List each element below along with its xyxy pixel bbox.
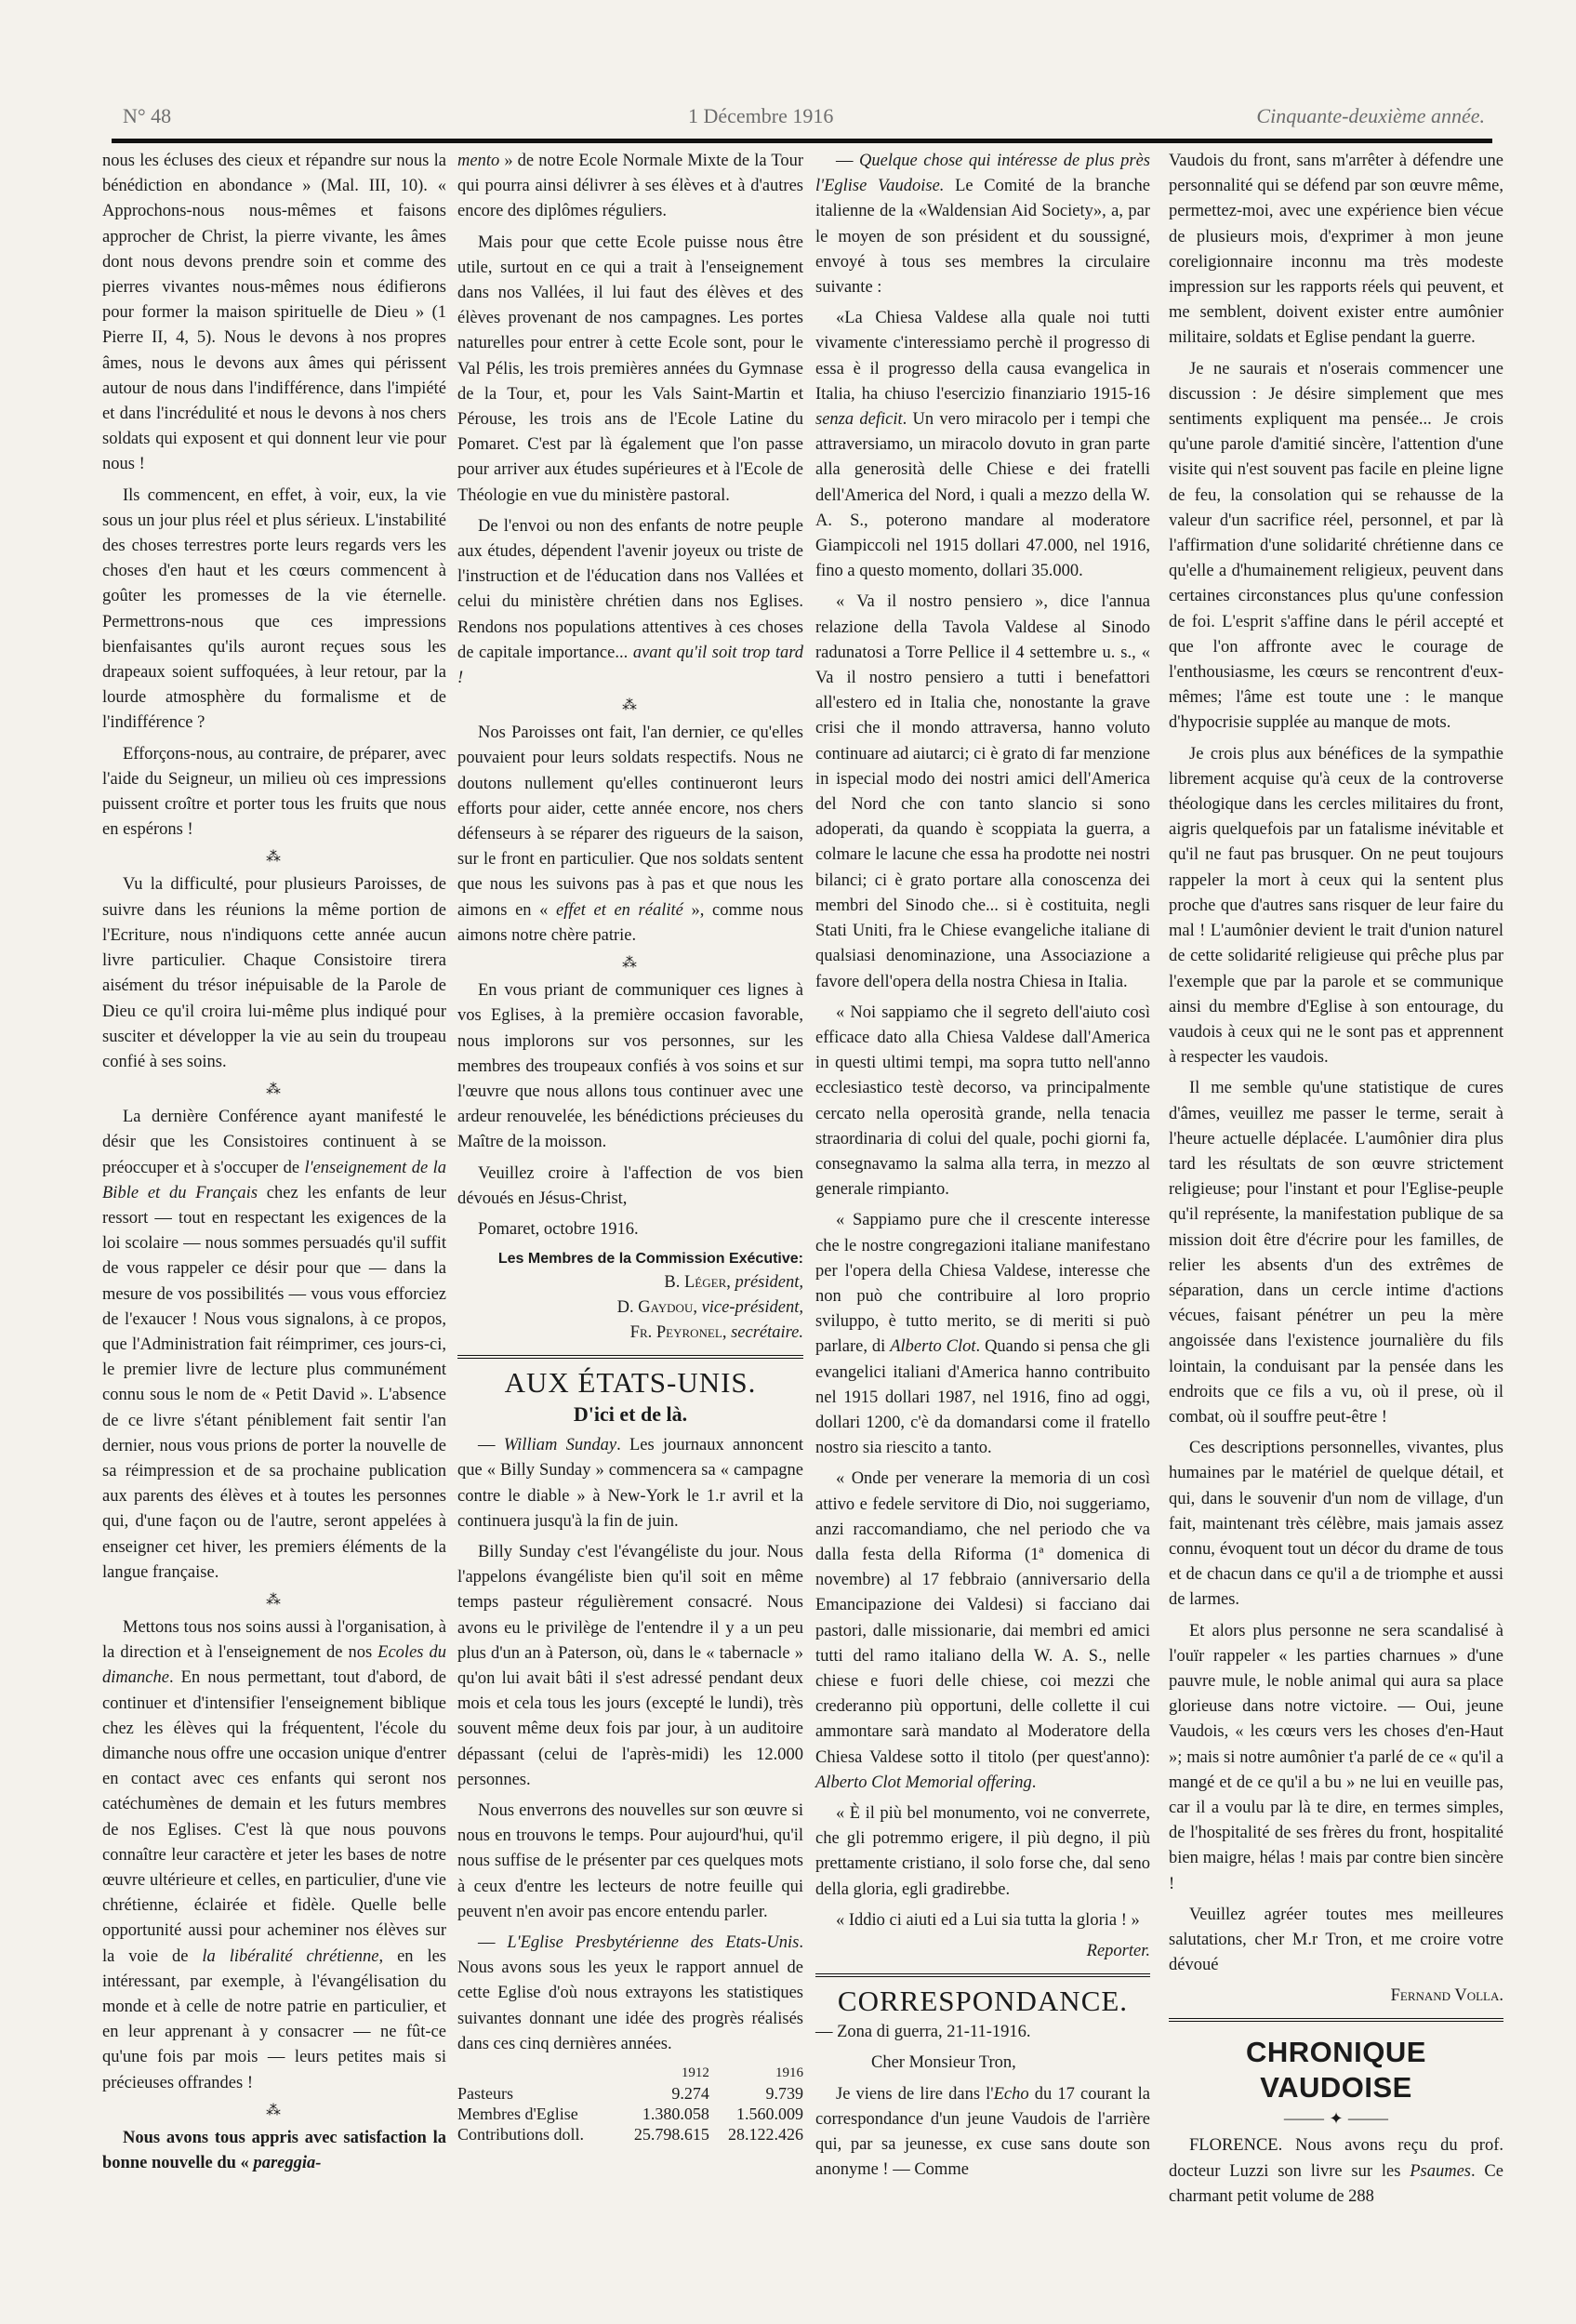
- paragraph: — Quelque chose qui intéresse de plus près l'Eglise Vaudoise. Le Comité de la branche italienne de la «Waldensian Aid Society», a, par le moyen de son président et du soussigné, envoyé à tous ses membres la circulaire suivante :: [815, 152, 1151, 298]
- asterism: ⁂: [266, 1591, 283, 1608]
- salutation: Cher Monsieur Tron,: [871, 2053, 1016, 2073]
- signature-line: D. Gaydou, vice-président,: [616, 1298, 803, 1318]
- masthead-year: Cinquante-deuxième année.: [1256, 104, 1485, 127]
- signature-heading: Les Membres de la Commission Exécutive:: [497, 1251, 803, 1268]
- header-rule: [112, 139, 1492, 143]
- paragraph: En vous priant de communiquer ces lignes à vos Eglises, à la première occasion favorable, nous implorons sur vos personnes, sur les membres des troupeaux confiés à vos soins et sur l'œuvre que nous allons tous continuer avec une ardeur renouvelée, les bénédictions précieuses du Maître de la moisson.: [457, 981, 803, 1152]
- paragraph: Ils commencent, en effet, à voir, eux, la vie sous un jour plus réel et plus sérieux. L'instabilité des choses terrestres porte leurs regards vers les choses d'en haut et les cœurs commencent à goûter les promesses de la vie éternelle. Permettrons-nous que ces impressions bienfaisantes qu'ils auront reçues sous les drapeaux soient suffoquées, à leur retour, par la lourde atmosphère du formalisme et de l'indifférence ?: [102, 485, 446, 733]
- paragraph: — William Sunday. Les journaux annoncent que « Billy Sunday » commencera sa « campagne contre le diable » à New-York le 1.r avril et la continuera jusqu'à la fin de juin.: [457, 1436, 804, 1531]
- asterism: ⁂: [622, 697, 639, 714]
- table-row: Pasteurs 9.274 9.739: [457, 2084, 803, 2103]
- paragraph: Vu la difficulté, pour plusieurs Paroisses, de suivre dans les réunions la même portion de l'Ecriture, nous n'indiquons cette année aucun livre particulier. Chaque Consistoire tirera aisément du trésor inépuisable de la Parole de Dieu ce qu'il croira lui-même plus indiqué pour susciter et développer la vie au sein du troupeau confié à ses soins.: [102, 875, 446, 1071]
- paragraph: Je viens de lire dans l'Echo du 17 courant la correspondance d'un jeune Vaudois de l'arrière qui, par sa jeunesse, ex cuse sans doute son anonyme ! — Comme: [815, 2084, 1150, 2180]
- paragraph: « Sappiamo pure che il crescente interesse che le nostre congregazioni italiane manifestano per l'opera della Chiesa Valdese, interesse che non può che contribuire al loro proprio sviluppo, è tutto merito, se di meriti si può parlare, di Alberto Clot. Quando si pensa che gli evangelici italiani d'America hanno contribuito nel 1915 dollari 1987, nel 1916, fino ad oggi, dollari 1200, c'è da domandarsi come il fratello nostro sia riescito a tanto.: [815, 1211, 1150, 1458]
- column-3: [815, 149, 1150, 2188]
- section-title: AUX ÉTATS-UNIS.: [504, 1366, 757, 1400]
- paragraph: Veuillez agréer toutes mes meilleures salutations, cher M.r Tron, et me croire votre dévoué: [1169, 1905, 1503, 1975]
- paragraph: De l'envoi ou non des enfants de notre peuple aux études, dépendent l'avenir joyeux ou triste de l'instruction et de l'éducation dans nos Vallées et celui du ministère chrétien dans nos Eglises. Rendons nos populations attentives à ces choses de capitale importance... avant qu'il soit trop tard !: [457, 516, 803, 688]
- paragraph: Veuillez croire à l'affection de vos bien dévoués en Jésus-Christ,: [457, 1163, 803, 1208]
- paragraph: Vaudois du front, sans m'arrêter à défendre une personnalité qui se défend par son œuvre même, permettez-moi, avec une expérience bien vécue de plusieurs mois, d'exprimer à mon jeune coreligionnaire inconnu ma très modeste impression sur les rapports réels qui peuvent, et me semblent, doivent exister entre aumônier militaire, soldats et Eglise pendant la guerre.: [1169, 152, 1503, 348]
- section-title: CORRESPONDANCE.: [837, 1985, 1129, 2018]
- page-header: [112, 104, 1492, 132]
- column-1: [102, 149, 446, 2182]
- section-subtitle: D'ici et de là.: [573, 1402, 688, 1427]
- paragraph: mento » de notre Ecole Normale Mixte de la Tour qui pourra ainsi délivrer à ses élèves et à d'autres encore des diplômes réguliers.: [457, 152, 803, 221]
- paragraph: FLORENCE. Nous avons reçu du prof. docteur Luzzi son livre sur les Psaumes. Ce charmant petit volume de 288: [1169, 2136, 1503, 2206]
- asterism: ⁂: [622, 955, 639, 972]
- paragraph: Je crois plus aux bénéfices de la sympathie librement acquise qu'à ceux de la controverse théologique dans les cercles militaires du front, aigris quelquefois par un fatalisme inévitable et qu'il ne faut pas brusquer. On ne peut toujours rappeler la mort à ceux qui la sentent plus proche que d'autres sans risquer de leur faire du mal ! L'aumônier devient le trait d'union naturel de cette solidarité religieuse qui prêche plus par l'exemple que par la parole et se communique ainsi du membre d'Eglise à son entourage, du vaudois à ceux qui ne le sont pas et apprennent à respecter les vaudois.: [1169, 744, 1503, 1068]
- paragraph: Mais pour que cette Ecole puisse nous être utile, surtout en ce qui a trait à l'enseignement dans nos Vallées, il lui faut des élèves et des élèves provenant de nos campagnes. Les portes naturelles pour entrer à cette Ecole sont, pour le Val Pélis, les trois premières années du Gymnase de la Tour, et, pour les Vals Saint-Martin et Pérouse, les trois ans de l'Ecole Latine du Pomaret. C'est par là également que l'on passe pour arriver aux études supérieures et à l'Ecole de Théologie en vue du ministère pastoral.: [457, 232, 803, 505]
- paragraph: Et alors plus personne ne sera scandalisé à l'ouïr rappeler « les parties charnues » d'une pauvre mule, le noble animal qui aura sa place glorieuse dans notre victoire. — Oui, jeune Vaudois, « les cœurs vers les choses d'en-Haut »; mais si notre aumônier t'a parlé de ce « qu'il a mangé et de ce qu'il a bu » ne lui en veuille pas, car il a voulu par là te dire, en termes simples, de l'hospitalité de ses frères du front, hospitalité bien maigre, hélas ! mais par contre bien sincère !: [1169, 1621, 1503, 1893]
- section-divider: [815, 1973, 1150, 1977]
- table-row: Contributions doll. 25.798.615 28.122.426: [457, 2125, 803, 2144]
- paragraph: « Va il nostro pensiero », dice l'annua relazione della Tavola Valdese al Sinodo radunatosi a Torre Pellice il 4 settembre u. s., « Va il nostro pensiero a tutti i benefattori all'estero ed in Italia che, nonostante la grave crisi che il mondo attraversa, hanno voluto continuare ad aiutarci; ci è grato di far menzione in ispecial modo dei nostri amici dell'America del Nord che con tanto slancio si sono adoperati, da quando è scoppiata la guerra, a colmare le lacune che essa ha prodotte nei nostri bilanci; ci è grato portare alla conoscenza dei membri del Sinodo che... si è costituita, negli Stati Uniti, fra le Chiese evangeliche italiane di qualsiasi denominazione, una Associazione a favore dell'opera della nostra Chiesa in Italia.: [815, 592, 1150, 991]
- section-divider: [457, 1355, 803, 1359]
- paragraph: Efforçons-nous, au contraire, de préparer, avec l'aide du Seigneur, un milieu où ces impressions puissent croître et porter tous les fruits que nous en espérons !: [102, 744, 446, 840]
- signature-line: Fr. Peyronel, secrétaire.: [629, 1323, 803, 1343]
- table-row: Membres d'Eglise 1.380.058 1.560.009: [457, 2105, 803, 2123]
- asterism: ⁂: [266, 2102, 283, 2118]
- paragraph: Nous enverrons des nouvelles sur son œuvre si nous en trouvons le temps. Pour aujourd'hui, qu'il nous suffise de le présenter par ces quelques mots à ceux d'entre les lecteurs de notre feuille qui peuvent n'en avoir pas encore entendu parler.: [457, 1800, 803, 1921]
- paragraph: « È il più bel monumento, voi ne converrete, che gli potremmo erigere, il più degno, il più prettamente cristiano, il solo forse che, dal seno della gloria, egli gradirebbe.: [815, 1804, 1150, 1899]
- paragraph: Il me semble qu'une statistique de cures d'âmes, veuillez me passer le terme, serait à l'heure actuelle déplacée. L'aumônier dira plus tard les résultats de son œuvre strictement religieuse; pour l'instant et pour l'Eglise-peuple qu'il représente, la manifestation publique de sa mission doit être d'écrire pour les familles, de relier les absents d'un des extrêmes de séparation, dans un cercle intime d'actions vécues, faisant pénétrer un peu la mère angoissée dans l'existence journalière du fils lointain, la conduisant par la pensée dans les endroits que ce fils a vu, où il prese, où il combat, où il souffre peut-être !: [1169, 1079, 1503, 1427]
- year-header: 1912: [681, 2065, 709, 2080]
- section-divider: [1169, 2018, 1503, 2022]
- signature-line: B. Léger, président,: [664, 1273, 803, 1293]
- paragraph: Nos Paroisses ont fait, l'an dernier, ce qu'elles pouvaient pour leurs soldats respectifs. Nous ne doutons nullement qu'elles continueront leurs efforts pour aider, cette année encore, nos chers défenseurs à se réparer des rigueurs de la saison, sur le front en particulier. Que nos soldats sentent que nous les suivons pas à pas et que nous les aimons en « effet et en réalité », comme nous aimons notre chère patrie.: [457, 724, 804, 945]
- paragraph: Je ne saurais et n'oserais commencer une discussion : Je désire simplement que mes sentiments expliquent ma pensée... Je crois qu'une parole d'amitié sincère, l'attention d'une visite qui n'est souvent pas facile en pleine ligne de feu, la consolation qui se rehausse de la valeur d'un sacrifice réel, personnel, et par là l'affirmation d'une solidarité chrétienne dans ce qu'elle a d'humainement religieux, peuvent dans certaines circonstances plus qu'une confession de foi. L'esprit s'affine dans le péril accepté et que l'on affronte avec le courage de l'enthousiasme, les cœurs se rencontrent d'eux-mêmes; l'âme est toute une : le manque d'hypocrisie supplée au manque de mots.: [1169, 359, 1503, 733]
- paragraph: « Noi sappiamo che il segreto dell'aiuto così efficace dato alla Chiesa Valdese dall'America in questi ultimi tempi, ma sopra tutto nell'anno ecclesiastico testè decorso, va principalmente cercato nella operosità grande, nella tenacia straordinaria di colui del quale, pochi giorni fa, consegnavamo la salma alla terra, in mezzo al generale rimpianto.: [815, 1003, 1150, 1200]
- paragraph: Billy Sunday c'est l'évangéliste du jour. Nous l'appelons évangéliste bien qu'il soit en même temps pasteur régulièrement consacré. Nous avons eu le privilège de l'entendre il y a un peu plus d'un an à Paterson, où, dans le « tabernacle » qu'on lui avait bâti il s'est adressé pendant deux mois et cela tous les jours (excepté le lundi), très souvent même deux fois par jour, à un auditoire dépassant (celui de l'après-midi) les 12.000 personnes.: [457, 1542, 803, 1789]
- paragraph: La dernière Conférence ayant manifesté le désir que les Consistoires continuent à se préoccuper et à s'occuper de l'enseignement de la Bible et du Français chez les enfants de leur ressort — tout en respectant les exigences de la loi scolaire — nous sommes persuadés qu'il suffit de vous rappeler ce désir pour que — dans la mesure de vos possibilités — vous vous efforciez de l'exaucer ! Nous vous signalons, à ce propos, que l'Administration fait réimprimer, ces jours-ci, le premier livre de lecture plus communément connu sous le nom de « Petit David ». L'absence de ce livre s'étant péniblement fait sentir l'an dernier, nous vous prions de porter la nouvelle de sa réimpression et de sa prochaine publication aux parents des élèves et à toutes les personnes qui, d'une façon ou de l'autre, seront appelées à enseigner cet hiver, les premiers éléments de la langue française.: [102, 1108, 446, 1582]
- dateline: — Zona di guerra, 21-11-1916.: [815, 2023, 1031, 2042]
- column-4: [1169, 149, 1503, 2215]
- paragraph: Ces descriptions personnelles, vivantes, plus humaines par le matériel de quelque détail, et qui, dans le souvenir d'un nom de village, d'un fait, maintenant très célèbre, mais jamais assez connu, évoquent tout un décor du drame de tous et de chacun dans ce qu'il a de triomphe et aussi de larmes.: [1169, 1439, 1503, 1610]
- byline: Reporter.: [1086, 1942, 1150, 1961]
- paragraph: Mettons tous nos soins aussi à l'organisation, à la direction et à l'enseignement de nos Ecoles du dimanche. En nous permettant, tout d'abord, de continuer et d'intensifier l'enseignement biblique chez les élèves qui la fréquentent, l'école du dimanche nous offre une occasion unique d'entrer en contact avec ces enfants qui seront nos catéchumènes de demain et les futurs membres de nos Eglises. C'est là que nous pouvons connaître leur caractère et jeter les bases de notre œuvre ultérieure et celles, en particulier, d'une vie chrétienne, éclairée et fidèle. Quelle belle opportunité aussi pour acheminer nos élèves sur la voie de la libéralité chrétienne, en les intéressant, par exemple, à l'évangélisation du monde et à celle de notre patrie en particulier, et en leur apprenant à y consacrer — ne fût-ce qu'une fois par mois — leurs petites mais si précieuses offrandes !: [102, 1617, 447, 2092]
- table-header-row: [457, 2063, 803, 2083]
- asterism: ⁂: [266, 849, 283, 866]
- signature-line: Fernand Volla.: [1390, 1986, 1503, 2006]
- ornament-divider: ⸻ ✦ ⸻: [1283, 2109, 1389, 2129]
- column-2: [457, 149, 803, 2145]
- asterism: ⁂: [266, 1082, 283, 1098]
- paragraph: Nous avons tous appris avec satisfaction la bonne nouvelle du « pareggia-: [102, 2128, 446, 2173]
- page-number: N° 48: [123, 104, 172, 127]
- paragraph: nous les écluses des cieux et répandre sur nous la bénédiction en abondance » (Mal. III, 10). « Approchons-nous nous-mêmes et faisons approcher de Christ, la pierre vivante, les âmes dont nous devons prendre soin et comme des pierres vivantes nous-mêmes nous édifierons pour former la maison spirituelle de Dieu » (1 Pierre II, 4, 5). Nous le devons à nos propres âmes, nous le devons aux âmes qui périssent autour de nous dans l'indifférence, dans l'impiété et dans l'incrédulité et nous le devons à nos chers soldats qui exposent et qui donnent leur vie pour nous !: [102, 152, 446, 474]
- paragraph: « Onde per venerare la memoria di un così attivo e fedele servitore di Dio, noi suggeriamo, anzi raccomandiamo, che nel periodo che va dalla festa della Riforma (1ª domenica di novembre) al 17 febbraio (anniversario della Emancipazione dei Valdesi) si facciano dai pastori, dalle missionarie, dai membri ed amici tutti del ramo italiano della W. A. S., nelle chiese e fuori delle chiese, coi mezzi che crederanno più opportuni, delle collette il cui ammontare sarà mandato al Moderatore della Chiesa Valdese sotto il titolo (per quest'anno): Alberto Clot Memorial offering.: [815, 1469, 1150, 1792]
- statistics-table: [457, 2063, 803, 2145]
- paragraph: «La Chiesa Valdese alla quale noi tutti vivamente c'interessiamo perchè il progresso di essa è il progresso della causa evangelica in Italia, ha chiuso l'esercizio finanziario 1915-16 senza deficit. Un vero miracolo per i tempi che attraversiamo, un miracolo dovuto in gran parte alla generosità delle Chiese e dei fratelli dell'America del Nord, i quali a mezzo della W. A. S., poterono mandare al moderatore Giampiccoli nel 1915 dollari 47.000, nel 1916, fino a questo momento, dollari 35.000.: [815, 309, 1150, 581]
- year-header: 1916: [775, 2065, 803, 2080]
- paragraph: « Iddio ci aiuti ed a Lui sia tutta la gloria ! »: [836, 1910, 1140, 1930]
- issue-date: 1 Décembre 1916: [688, 104, 834, 127]
- place-date: Pomaret, octobre 1916.: [478, 1219, 639, 1239]
- paragraph: — L'Eglise Presbytérienne des Etats-Unis. Nous avons sous les yeux le rapport annuel de cette Eglise d'où nous extrayons les statistiques suivantes donnant une idée des progrès réalisés dans ces cinq dernières années.: [457, 1932, 803, 2053]
- section-title: CHRONIQUE VAUDOISE: [1246, 2036, 1426, 2105]
